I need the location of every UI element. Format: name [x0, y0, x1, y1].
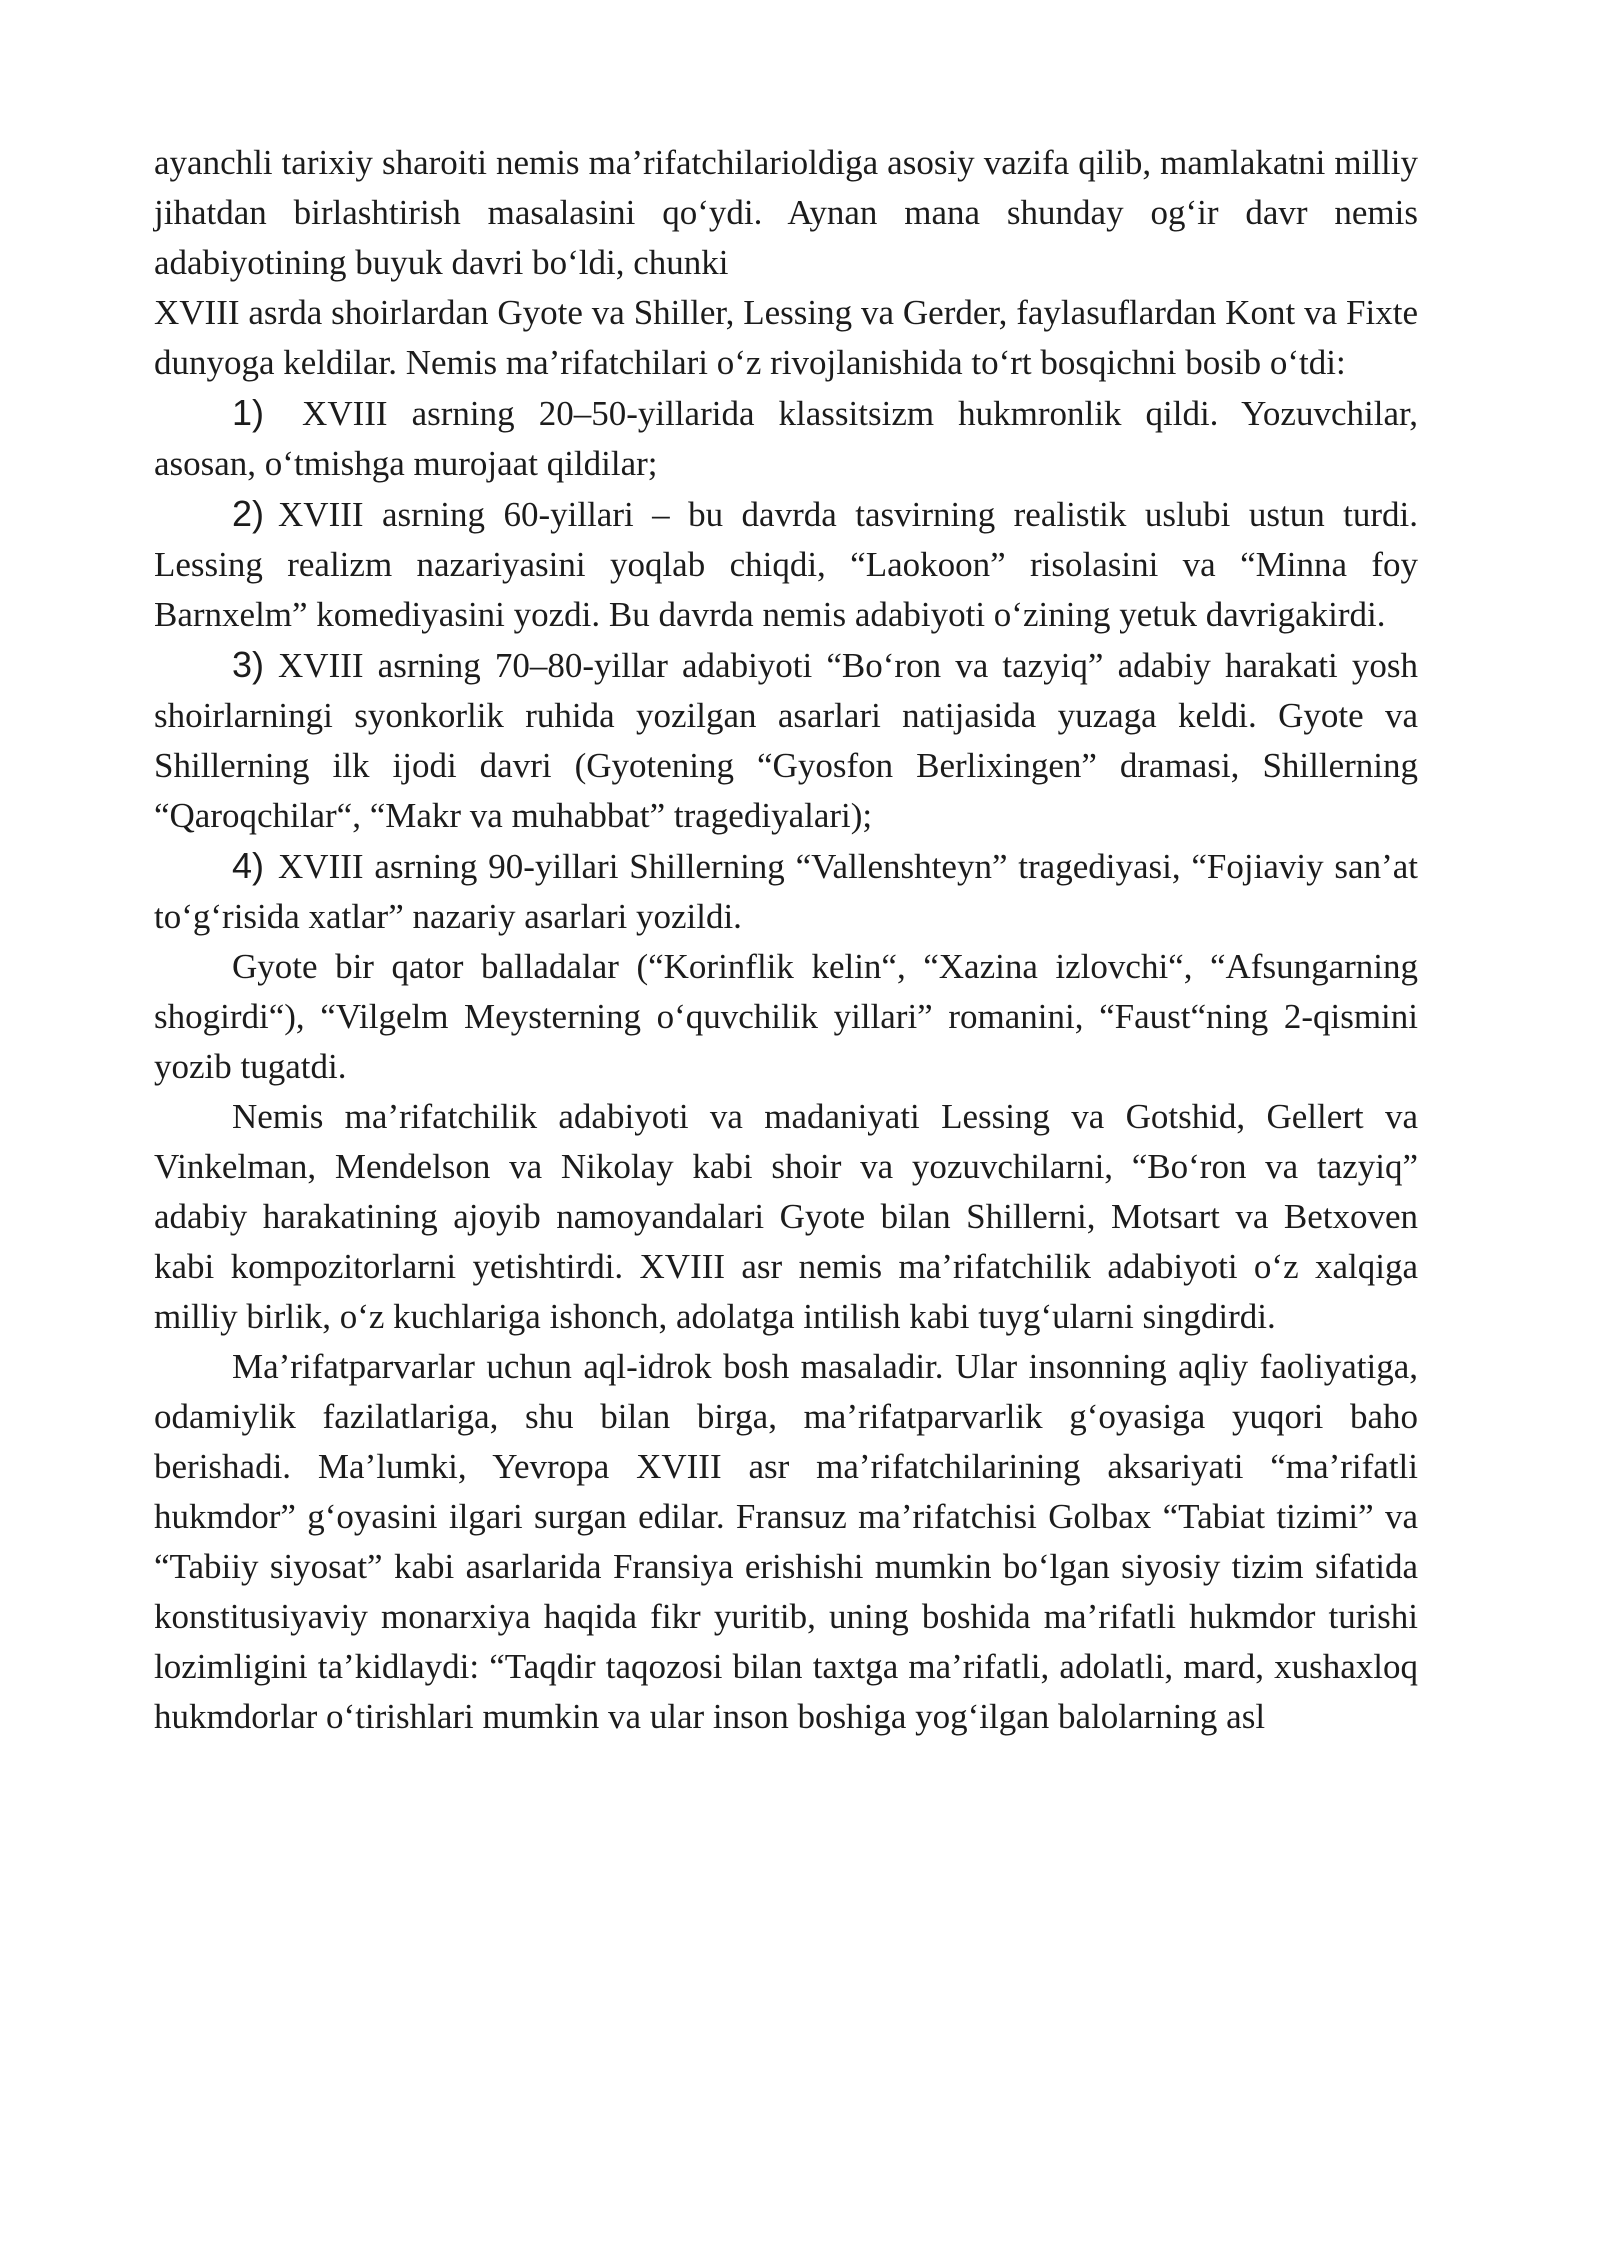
stage-text-4: XVIII asrning 90-yillari Shillerning “Vallenshteyn” tragediyasi, “Fojiaviy san’at to‘g‘risida xatlar” nazariy asarlari yozildi. — [154, 847, 1418, 936]
stage-number-2: 2) — [232, 493, 265, 534]
stage-text-2: XVIII asrning 60-yillari – bu davrda tasvirning realistik uslubi ustun turdi. Lessing realizm nazariyasini yoqlab chiqdi, “Laokoon” risolasini va “Minna foy Barnxelm” komediyasini yozdi. Bu davrda nemis adabiyoti o‘zining yetuk davrigakirdi. — [154, 495, 1418, 634]
stage-number-4: 4) — [232, 845, 265, 886]
stage-item-4 — [154, 841, 1418, 942]
stage-item-2 — [154, 489, 1418, 640]
paragraph-gyote: Gyote bir qator balladalar (“Korinflik kelin“, “Xazina izlovchi“, “Afsungarning shogirdi“), “Vilgelm Meysterning o‘quvchilik yillari” romanini, “Faust“ning 2-qismini yozib tugatdi. — [154, 947, 1418, 1086]
intro-paragraph-part-2: XVIII asrda shoirlardan Gyote va Shiller, Lessing va Gerder, faylasuflardan Kont va Fixte dunyoga keldilar. Nemis ma’rifatchilari o‘z rivojlanishida to‘rt bosqichni bosib o‘tdi: — [154, 293, 1418, 382]
stage-text-1: XVIII asrning 20–50-yillarida klassitsizm hukmronlik qildi. Yozuvchilar, asosan, o‘tmishga murojaat qildilar; — [154, 394, 1418, 483]
stage-item-3 — [154, 640, 1418, 841]
stage-text-3: XVIII asrning 70–80-yillar adabiyoti “Bo‘ron va tazyiq” adabiy harakati yosh shoirlarningi syonkorlik ruhida yozilgan asarlari natijasida yuzaga keldi. Gyote va Shillerning ilk ijodi davri (Gyotening “Gyosfon Berlixingen” dramasi, Shillerning “Qaroqchilar“, “Makr va muhabbat” tragediyalari); — [154, 646, 1418, 835]
stage-item-1 — [154, 388, 1418, 489]
intro-paragraph-part-1: ayanchli tarixiy sharoiti nemis ma’rifatchilarioldiga asosiy vazifa qilib, mamlakatni milliy jihatdan birlashtirish masalasini qo‘ydi. Aynan mana shunday og‘ir davr nemis adabiyotining buyuk davri bo‘ldi, chunki — [154, 143, 1418, 282]
paragraph-nemis-adabiyoti: Nemis ma’rifatchilik adabiyoti va madaniyati Lessing va Gotshid, Gellert va Vinkelman, Mendelson va Nikolay kabi shoir va yozuvchilarni, “Bo‘ron va tazyiq” adabiy harakatining ajoyib namoyandalari Gyote bilan Shillerni, Motsart va Betxoven kabi kompozitorlarni yetishtirdi. XVIII asr nemis ma’rifatchilik adabiyoti o‘z xalqiga milliy birlik, o‘z kuchlariga ishonch, adolatga intilish kabi tuyg‘ularni singdirdi. — [154, 1097, 1418, 1336]
stage-number-3: 3) — [232, 644, 265, 685]
paragraph-marifatparvarlar: Ma’rifatparvarlar uchun aql-idrok bosh masaladir. Ular insonning aqliy faoliyatiga, odamiylik fazilatlariga, shu bilan birga, ma’rifatparvarlik g‘oyasiga yuqori baho berishadi. Ma’lumki, Yevropa XVIII asr ma’rifatchilarining aksariyati “ma’rifatli hukmdor” g‘oyasini ilgari surgan edilar. Fransuz ma’rifatchisi Golbax “Tabiat tizimi” va “Tabiiy siyosat” kabi asarlarida Fransiya erishishi mumkin bo‘lgan siyosiy tizim sifatida konstitusiyaviy monarxiya haqida fikr yuritib, uning boshida ma’rifatli hukmdor turishi lozimligini ta’kidlaydi: “Taqdir taqozosi bilan taxtga ma’rifatli, adolatli, mard, xushaxloq hukmdorlar o‘tirishlari mumkin va ular inson boshiga yog‘ilgan balolarning asl — [154, 1347, 1418, 1736]
document-page — [154, 138, 1418, 1742]
stage-number-1: 1) — [232, 392, 265, 433]
